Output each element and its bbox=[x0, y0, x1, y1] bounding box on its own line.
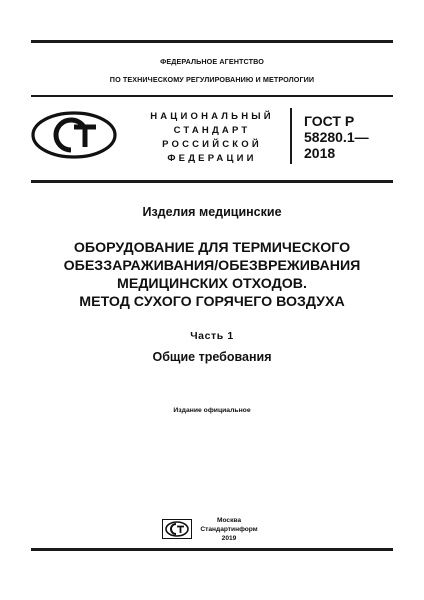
title-line-3: МЕДИЦИНСКИХ ОТХОДОВ. bbox=[117, 276, 307, 292]
title-divider bbox=[31, 180, 393, 183]
vertical-divider bbox=[290, 108, 292, 164]
title-line-4: МЕТОД СУХОГО ГОРЯЧЕГО ВОЗДУХА bbox=[79, 294, 345, 310]
standard-line-4: ФЕДЕРАЦИИ bbox=[167, 153, 257, 164]
top-rule bbox=[31, 40, 393, 43]
publisher-city: Москва bbox=[216, 517, 242, 524]
document-title bbox=[0, 239, 424, 311]
title-line-1: ОБОРУДОВАНИЕ ДЛЯ ТЕРМИЧЕСКОГО bbox=[73, 240, 351, 256]
bottom-rule bbox=[31, 548, 393, 551]
document-subtitle: Изделия медицинские bbox=[142, 205, 282, 219]
part-number: Часть 1 bbox=[190, 330, 234, 342]
standartinform-logo-icon bbox=[162, 519, 192, 539]
agency-line-2: ПО ТЕХНИЧЕСКОМУ РЕГУЛИРОВАНИЮ И МЕТРОЛОГИИ bbox=[109, 75, 315, 84]
standard-code-line-2: 58280.1— bbox=[304, 129, 369, 145]
agency-line-1: ФЕДЕРАЛЬНОЕ АГЕНТСТВО bbox=[160, 57, 264, 66]
title-line-2: ОБЕЗЗАРАЖИВАНИЯ/ОБЕЗВРЕЖИВАНИЯ bbox=[63, 258, 361, 274]
publisher-info bbox=[194, 516, 264, 543]
standard-code bbox=[304, 113, 369, 161]
header-divider bbox=[31, 95, 393, 97]
edition-note: Издание официальное bbox=[173, 407, 251, 414]
gost-r-certification-mark-icon bbox=[30, 110, 118, 160]
publisher-year: 2019 bbox=[221, 535, 237, 542]
part-title: Общие требования bbox=[152, 350, 272, 364]
standard-line-1: НАЦИОНАЛЬНЫЙ bbox=[150, 111, 274, 122]
standard-line-2: СТАНДАРТ bbox=[173, 125, 251, 136]
standard-line-3: РОССИЙСКОЙ bbox=[162, 139, 262, 150]
standard-code-line-3: 2018 bbox=[304, 145, 336, 161]
standard-code-line-1: ГОСТ Р bbox=[304, 113, 355, 129]
publisher-name: Стандартинформ bbox=[200, 526, 258, 533]
standard-designation bbox=[148, 110, 276, 166]
